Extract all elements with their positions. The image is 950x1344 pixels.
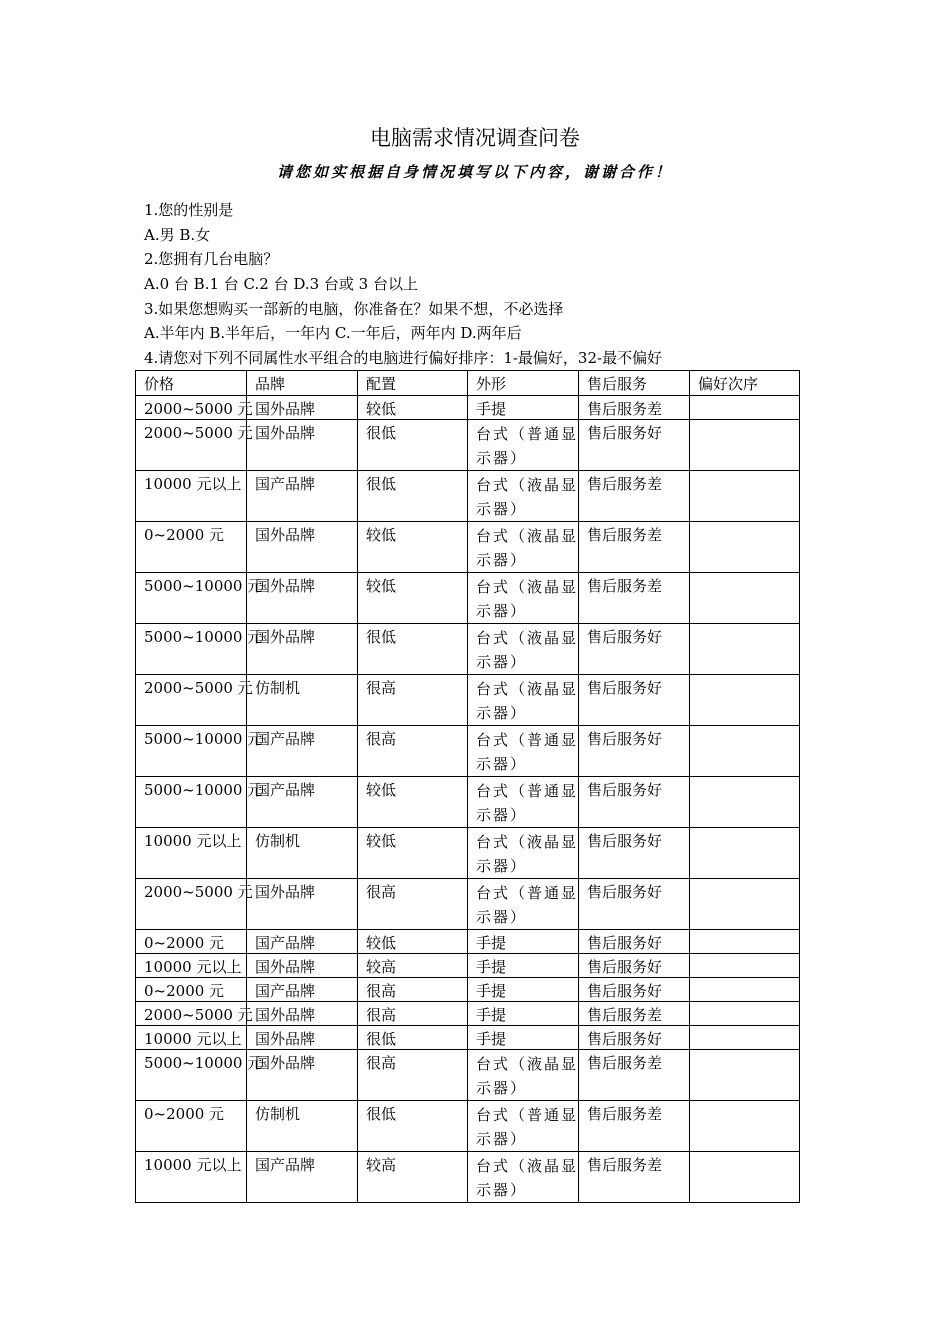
header-shape: 外形 — [468, 371, 579, 396]
cell-service: 售后服务好 — [579, 726, 690, 777]
cell-price: 2000~5000 元 — [136, 396, 247, 420]
cell-service: 售后服务差 — [579, 1101, 690, 1152]
cell-brand: 国外品牌 — [247, 573, 358, 624]
cell-price: 0~2000 元 — [136, 930, 247, 954]
cell-rank[interactable] — [690, 879, 800, 930]
cell-rank[interactable] — [690, 726, 800, 777]
cell-shape: 台式（液晶显示器） — [468, 1152, 579, 1203]
cell-shape: 手提 — [468, 1026, 579, 1050]
cell-price: 10000 元以上 — [136, 954, 247, 978]
cell-config: 很低 — [358, 1101, 468, 1152]
table-row — [136, 1152, 800, 1203]
cell-shape: 台式（液晶显示器） — [468, 828, 579, 879]
cell-service: 售后服务好 — [579, 420, 690, 471]
table-row — [136, 396, 800, 420]
header-service: 售后服务 — [579, 371, 690, 396]
cell-brand: 国外品牌 — [247, 879, 358, 930]
question-2-options: A.0 台 B.1 台 C.2 台 D.3 台或 3 台以上 — [144, 275, 418, 294]
cell-config: 很高 — [358, 879, 468, 930]
cell-price: 10000 元以上 — [136, 471, 247, 522]
cell-shape: 台式（液晶显示器） — [468, 675, 579, 726]
cell-service: 售后服务差 — [579, 396, 690, 420]
cell-config: 较低 — [358, 828, 468, 879]
cell-shape: 手提 — [468, 954, 579, 978]
cell-brand: 国产品牌 — [247, 471, 358, 522]
cell-brand: 国外品牌 — [247, 1002, 358, 1026]
header-config: 配置 — [358, 371, 468, 396]
cell-rank[interactable] — [690, 828, 800, 879]
cell-price: 0~2000 元 — [136, 978, 247, 1002]
cell-shape: 台式（普通显示器） — [468, 1101, 579, 1152]
cell-brand: 国外品牌 — [247, 1050, 358, 1101]
cell-config: 很高 — [358, 726, 468, 777]
cell-rank[interactable] — [690, 1152, 800, 1203]
cell-rank[interactable] — [690, 1050, 800, 1101]
cell-shape: 台式（普通显示器） — [468, 420, 579, 471]
cell-service: 售后服务好 — [579, 675, 690, 726]
table-row — [136, 1002, 800, 1026]
cell-rank[interactable] — [690, 1026, 800, 1050]
cell-service: 售后服务好 — [579, 978, 690, 1002]
table-row — [136, 522, 800, 573]
cell-service: 售后服务好 — [579, 954, 690, 978]
cell-service: 售后服务差 — [579, 1002, 690, 1026]
cell-rank[interactable] — [690, 396, 800, 420]
cell-rank[interactable] — [690, 573, 800, 624]
cell-shape: 手提 — [468, 978, 579, 1002]
question-1-options: A.男 B.女 — [144, 225, 211, 244]
table-row — [136, 726, 800, 777]
cell-config: 较高 — [358, 1152, 468, 1203]
cell-rank[interactable] — [690, 978, 800, 1002]
cell-shape: 台式（液晶显示器） — [468, 1050, 579, 1101]
cell-shape: 台式（普通显示器） — [468, 777, 579, 828]
table-row — [136, 1101, 800, 1152]
cell-brand: 国外品牌 — [247, 1026, 358, 1050]
page-subtitle: 请您如实根据自身情况填写以下内容，谢谢合作！ — [276, 163, 673, 181]
table-row — [136, 471, 800, 522]
cell-service: 售后服务差 — [579, 522, 690, 573]
cell-shape: 手提 — [468, 930, 579, 954]
cell-price: 5000~10000 元 — [136, 573, 247, 624]
cell-rank[interactable] — [690, 624, 800, 675]
cell-config: 很低 — [358, 1026, 468, 1050]
cell-rank[interactable] — [690, 522, 800, 573]
cell-service: 售后服务差 — [579, 471, 690, 522]
cell-price: 10000 元以上 — [136, 828, 247, 879]
cell-service: 售后服务好 — [579, 1026, 690, 1050]
cell-shape: 手提 — [468, 1002, 579, 1026]
cell-config: 很低 — [358, 624, 468, 675]
question-3: 3.如果您想购买一部新的电脑，你准备在？如果不想，不必选择 — [144, 299, 564, 318]
cell-brand: 仿制机 — [247, 1101, 358, 1152]
header-brand: 品牌 — [247, 371, 358, 396]
cell-shape: 台式（液晶显示器） — [468, 522, 579, 573]
cell-rank[interactable] — [690, 1002, 800, 1026]
cell-price: 5000~10000 元 — [136, 1050, 247, 1101]
question-list — [144, 198, 824, 371]
table-row — [136, 777, 800, 828]
cell-service: 售后服务差 — [579, 1152, 690, 1203]
cell-config: 很高 — [358, 978, 468, 1002]
table-row — [136, 675, 800, 726]
table-header-row — [136, 371, 800, 396]
cell-brand: 国产品牌 — [247, 1152, 358, 1203]
table-row — [136, 624, 800, 675]
cell-shape: 手提 — [468, 396, 579, 420]
preference-table — [135, 370, 800, 1203]
cell-brand: 国外品牌 — [247, 396, 358, 420]
cell-price: 0~2000 元 — [136, 522, 247, 573]
table-row — [136, 879, 800, 930]
cell-price: 5000~10000 元 — [136, 726, 247, 777]
cell-brand: 国产品牌 — [247, 930, 358, 954]
cell-brand: 国外品牌 — [247, 954, 358, 978]
cell-service: 售后服务好 — [579, 624, 690, 675]
cell-config: 较低 — [358, 522, 468, 573]
cell-rank[interactable] — [690, 420, 800, 471]
cell-brand: 仿制机 — [247, 828, 358, 879]
question-1: 1.您的性别是 — [144, 201, 234, 219]
cell-config: 较低 — [358, 777, 468, 828]
cell-price: 2000~5000 元 — [136, 879, 247, 930]
cell-config: 较低 — [358, 573, 468, 624]
cell-brand: 国产品牌 — [247, 726, 358, 777]
cell-config: 很高 — [358, 675, 468, 726]
table-row — [136, 828, 800, 879]
cell-brand: 国外品牌 — [247, 522, 358, 573]
cell-rank[interactable] — [690, 1101, 800, 1152]
table-row — [136, 573, 800, 624]
cell-config: 很低 — [358, 471, 468, 522]
cell-rank[interactable] — [690, 777, 800, 828]
cell-price: 2000~5000 元 — [136, 675, 247, 726]
table-row — [136, 1050, 800, 1101]
cell-rank[interactable] — [690, 675, 800, 726]
cell-shape: 台式（普通显示器） — [468, 726, 579, 777]
cell-brand: 国产品牌 — [247, 777, 358, 828]
cell-brand: 国产品牌 — [247, 978, 358, 1002]
cell-price: 5000~10000 元 — [136, 624, 247, 675]
cell-config: 较低 — [358, 396, 468, 420]
cell-rank[interactable] — [690, 954, 800, 978]
cell-price: 2000~5000 元 — [136, 420, 247, 471]
cell-service: 售后服务好 — [579, 828, 690, 879]
cell-brand: 国外品牌 — [247, 624, 358, 675]
question-3-options: A.半年内 B.半年后，一年内 C.一年后，两年内 D.两年后 — [144, 324, 522, 343]
header-price: 价格 — [136, 371, 247, 396]
cell-config: 较高 — [358, 954, 468, 978]
cell-shape: 台式（液晶显示器） — [468, 471, 579, 522]
cell-config: 较低 — [358, 930, 468, 954]
cell-service: 售后服务好 — [579, 777, 690, 828]
table-row — [136, 978, 800, 1002]
cell-config: 很低 — [358, 420, 468, 471]
cell-service: 售后服务差 — [579, 1050, 690, 1101]
cell-config: 很高 — [358, 1050, 468, 1101]
cell-shape: 台式（液晶显示器） — [468, 624, 579, 675]
question-4: 4.请您对下列不同属性水平组合的电脑进行偏好排序：1-最偏好，32-最不偏好 — [144, 349, 663, 368]
cell-service: 售后服务差 — [579, 573, 690, 624]
cell-service: 售后服务好 — [579, 879, 690, 930]
table-row — [136, 954, 800, 978]
cell-shape: 台式（液晶显示器） — [468, 573, 579, 624]
cell-price: 10000 元以上 — [136, 1152, 247, 1203]
cell-price: 5000~10000 元 — [136, 777, 247, 828]
cell-price: 2000~5000 元 — [136, 1002, 247, 1026]
cell-rank[interactable] — [690, 471, 800, 522]
cell-config: 很高 — [358, 1002, 468, 1026]
cell-brand: 国外品牌 — [247, 420, 358, 471]
page-title: 电脑需求情况调查问卷 — [370, 126, 580, 150]
header-rank: 偏好次序 — [690, 371, 800, 396]
question-2: 2.您拥有几台电脑？ — [144, 250, 279, 269]
table-row — [136, 930, 800, 954]
cell-service: 售后服务好 — [579, 930, 690, 954]
table-row — [136, 1026, 800, 1050]
cell-rank[interactable] — [690, 930, 800, 954]
table-row — [136, 420, 800, 471]
cell-shape: 台式（普通显示器） — [468, 879, 579, 930]
cell-price: 10000 元以上 — [136, 1026, 247, 1050]
cell-brand: 仿制机 — [247, 675, 358, 726]
cell-price: 0~2000 元 — [136, 1101, 247, 1152]
